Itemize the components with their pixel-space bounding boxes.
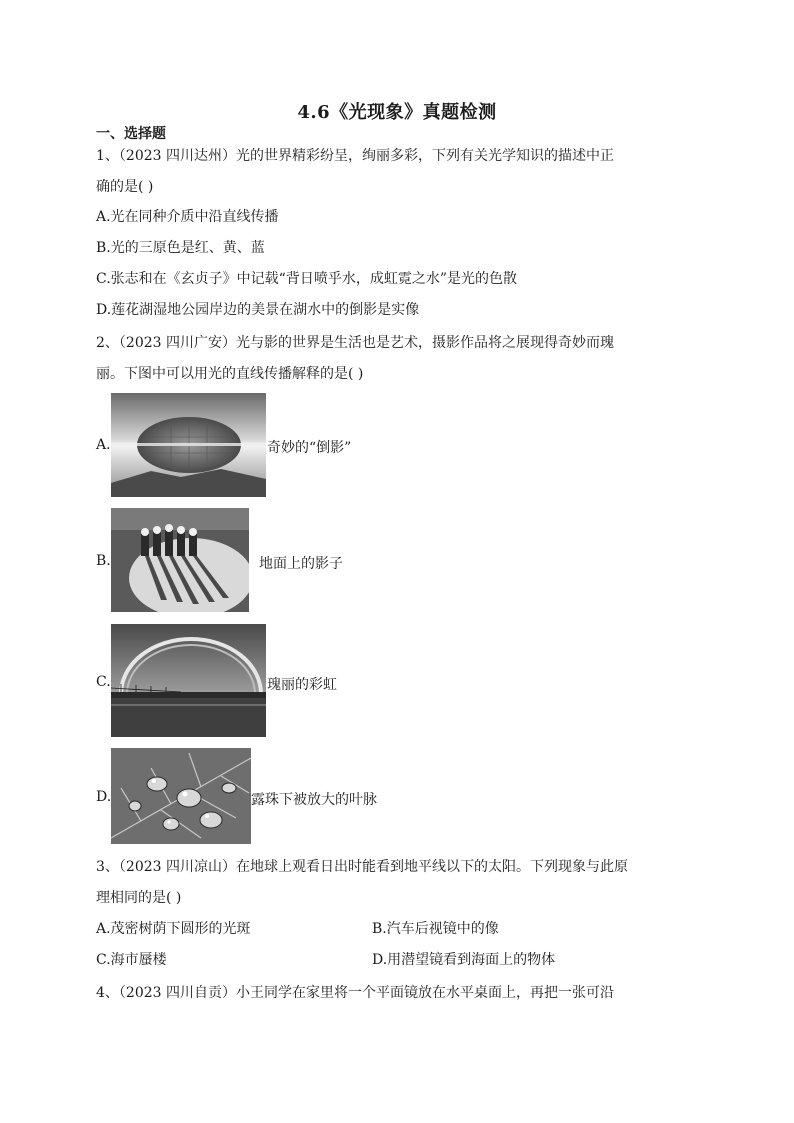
q2-option-d-photo [111,748,251,844]
q1-option-d: D.莲花湖湿地公园岸边的美景在湖水中的倒影是实像 [96,302,420,318]
q2-option-c-caption: 瑰丽的彩虹 [267,677,337,693]
q2-option-a-letter: A. [96,437,111,453]
q2-stem-line2: 丽。下图中可以用光的直线传播解释的是( ) [96,366,364,382]
q3-option-a: A.茂密树荫下圆形的光斑 [96,921,251,937]
q3-stem-line1: 3、（2023 四川凉山）在地球上观看日出时能看到地平线以下的太阳。下列现象与此原 [96,859,628,875]
q2-option-b-caption: 地面上的影子 [259,556,343,572]
q1-stem-line1: 1、（2023 四川达州）光的世界精彩纷呈，绚丽多彩，下列有关光学知识的描述中正 [96,148,614,164]
q3-stem-line2: 理相同的是( ) [96,890,182,906]
q2-option-a-photo [111,393,266,497]
q4-stem-line1: 4、（2023 四川自贡）小王同学在家里将一个平面镜放在水平桌面上，再把一张可沿 [96,985,614,1001]
q2-option-b-photo [111,508,249,612]
q2-stem-line1: 2、（2023 四川广安）光与影的世界是生活也是艺术，摄影作品将之展现得奇妙而瑰 [96,335,614,351]
q3-option-b: B.汽车后视镜中的像 [372,921,499,937]
q2-option-c-letter: C. [96,674,111,690]
q2-option-d-letter: D. [96,789,112,805]
q1-option-a: A.光在同种介质中沿直线传播 [96,209,279,225]
q2-option-c-photo [111,624,266,737]
q1-option-b: B.光的三原色是红、黄、蓝 [96,240,265,256]
q3-option-d: D.用潜望镜看到海面上的物体 [372,952,556,968]
q1-stem-line2: 确的是( ) [96,179,154,195]
q2-option-a-caption: 奇妙的“倒影” [267,440,352,456]
page-title: 4.6《光现象》真题检测 [297,102,497,123]
q2-option-b-letter: B. [96,553,111,569]
section-heading: 一、选择题 [96,126,166,142]
q3-option-c: C.海市蜃楼 [96,952,167,968]
q1-option-c: C.张志和在《玄贞子》中记载“背日喷乎水，成虹霓之水”是光的色散 [96,271,517,287]
q2-option-d-caption: 露珠下被放大的叶脉 [251,792,377,808]
